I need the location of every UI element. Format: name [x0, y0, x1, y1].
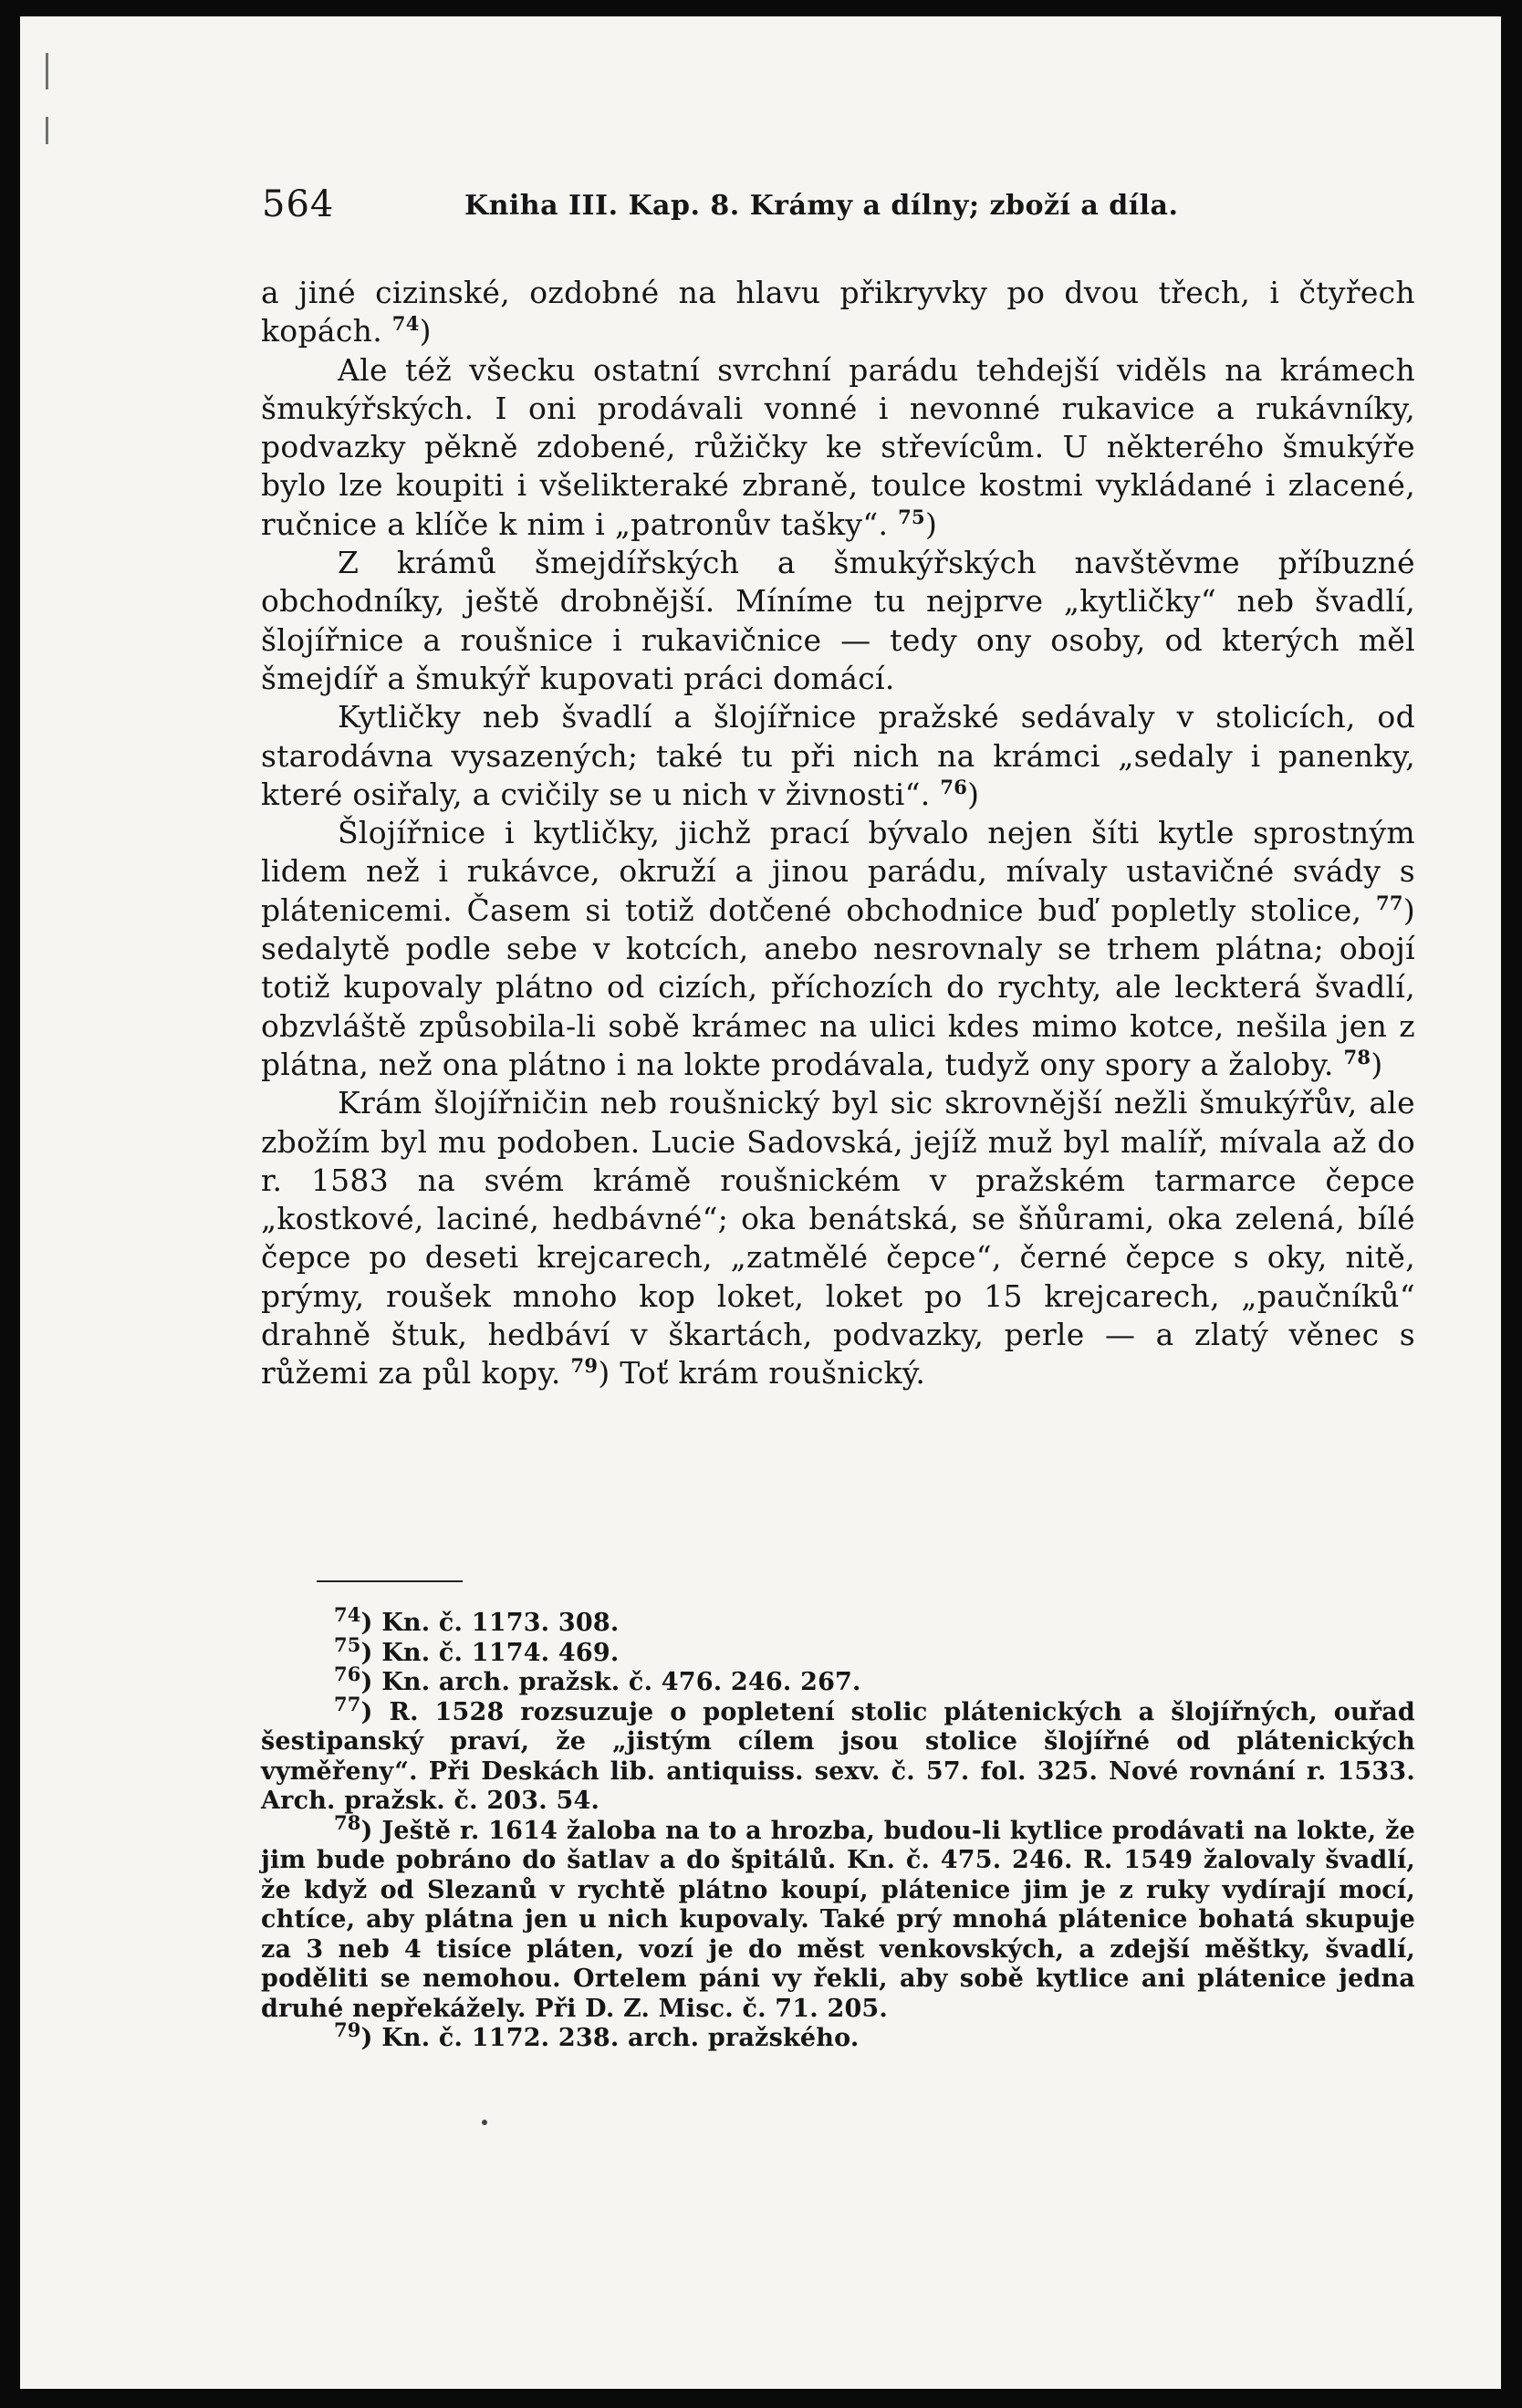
text-run: Krám šlojířničin neb roušnický byl sic skrovnější nežli šmukýřův, ale zbožím byl mu podoben. Lucie Sadovská, jejíž muž byl malíř, mívala až do r. 1583 na svém krámě roušnickém v pražském tarmarce čepce „kostkové, laciné, hedbávné“; oka benátská, se šňůrami, oka zelená, bílé čepce po deseti krejcarech, „zatmělé čepce“, černé čepce s oky, nitě, prýmy, roušek mnoho kop loket, loket po 15 krejcarech, „paučníků“ drahně štuk, hedbáví v škartách, podvazky, perle — a zlatý věnec s růžemi za půl kopy. — [261, 1085, 1415, 1392]
text-run: Z krámů šmejdířských a šmukýřských navštěvme příbuzné obchodníky, ještě drobnější. Míníme tu nejprve „kytličky“ neb švadlí, šlojířnice a roušnice i rukavičnice — tedy ony osoby, od kterých měl šmejdíř a šmukýř kupovati práci domácí. — [261, 545, 1415, 696]
footnote-ref: 77 — [334, 1692, 361, 1715]
footnote — [261, 1603, 1415, 1639]
footnote-ref: 76 — [940, 775, 968, 798]
text-run: ) — [419, 313, 432, 349]
paragraph — [261, 544, 1415, 698]
paragraph — [261, 274, 1415, 351]
footnote-separator — [317, 1580, 463, 1582]
footnote — [261, 2018, 1415, 2054]
footnote — [261, 1632, 1415, 1669]
footnotes — [261, 1603, 1415, 2054]
paragraph — [261, 814, 1415, 1084]
text-run: ) — [1371, 1046, 1383, 1082]
footnote-ref: 75 — [334, 1632, 361, 1656]
text-run: ) Kn. č. 1173. 308. — [360, 1609, 620, 1637]
footnote-ref: 77 — [1375, 891, 1403, 914]
text-run: Ale též všecku ostatní svrchní parádu tehdejší viděls na krámech šmukýřských. I oni prodávali vonné i nevonné rukavice a rukávníky, podvazky pěkně zdobené, růžičky ke střevícům. U některého šmukýře bylo lze koupiti i všelikteraké zbraně, toulce kostmi vykládané i zlacené, ručnice a klíče k nim i „patronův tašky“. — [261, 351, 1415, 542]
main-text — [261, 274, 1415, 1393]
text-run: ) — [924, 506, 938, 542]
footnote — [261, 1692, 1415, 1817]
footnote-ref: 79 — [334, 2018, 361, 2041]
text-run: ) Toť krám roušnický. — [598, 1355, 926, 1392]
text-run: a jiné cizinské, ozdobné na hlavu přikryvky po dvou třech, i čtyřech kopách. — [261, 275, 1415, 349]
footnote-ref: 79 — [570, 1354, 599, 1378]
text-run: Kytličky neb švadlí a šlojířnice pražské sedávaly v stolicích, od starodávna vysazených; také tu při nich na krámci „sedaly i panenky, které osiřaly, a cvičily se u nich v živnosti“. — [261, 699, 1415, 812]
page-number: 564 — [262, 183, 335, 225]
footnote — [261, 1663, 1415, 1698]
footnote-ref: 74 — [334, 1603, 361, 1626]
paragraph — [261, 698, 1415, 814]
text-run: ) sedalytě podle sebe v kotcích, anebo nesrovnaly se trhem plátna; obojí totiž kupovaly plátno od cizích, příchozích do rychty, ale leckterá švadlí, obzvláště způsobila-li sobě krámec na ulici kdes mimo kotce, nešila jen z plátna, než ona plátno i na lokte prodávala, tudyž ony spory a žaloby. — [261, 891, 1415, 1082]
text-run: ) — [967, 776, 980, 812]
paragraph — [261, 1084, 1415, 1392]
page-header — [262, 167, 1416, 231]
footnote-ref: 78 — [334, 1810, 361, 1834]
text-run: Šlojířnice i kytličky, jichž prací bývalo nejen šíti kytle sprostným lidem než i rukávce, okruží a jinou parádu, mívaly ustavičné svády s plátenicemi. Časem si totiž dotčené obchodnice buď popletly stolice, — [261, 815, 1415, 928]
text-run: ) Ještě r. 1614 žaloba na to a hrozba, budou-li kytlice prodávati na lokte, že jim bude pobráno do šatlav a do špitálů. Kn. č. 475. 246. R. 1549 žalovaly švadlí, že když od Slezanů v rychtě plátno koupí, plátenice jim je z ruky vydírají mocí, chtíce, aby plátna jen u nich kupovaly. Také prý mnohá plátenice bohatá skupuje za 3 neb 4 tisíce pláten, vozí je do měst venkovských, a zdejší měštky, švadlí, poděliti se nemohou. Ortelem páni vy řekli, aby sobě kytlice ani plátenice jedna druhé nepřekážely. Při D. Z. Misc. č. 71. 205. — [261, 1816, 1415, 2023]
footnote-ref: 78 — [1343, 1045, 1371, 1068]
scan-speck — [482, 2120, 487, 2125]
scan-edge-mark — [46, 53, 48, 89]
text-run: ) Kn. arch. pražsk. č. 476. 246. 267. — [360, 1668, 861, 1696]
footnote — [261, 1810, 1415, 2025]
book-page — [20, 16, 1501, 2389]
paragraph — [261, 351, 1415, 544]
footnote-ref: 74 — [391, 312, 420, 336]
text-run: ) Kn. č. 1174. 469. — [360, 1638, 620, 1667]
running-head: Kniha III. Kap. 8. Krámy a dílny; zboží a díla. — [464, 190, 1179, 222]
scan-edge-mark — [46, 117, 48, 144]
text-run: ) R. 1528 rozsuzuje o popletení stolic plátenických a šlojířných, ouřad šestipanský praví, že „jistým cílem jsou stolice šlojířné od plátenických vyměřeny“. Při Deskách lib. antiquiss. sexv. č. 57. fol. 325. Nové rovnání r. 1533. Arch. pražsk. č. 203. 54. — [261, 1697, 1415, 1815]
text-run: ) Kn. č. 1172. 238. arch. pražského. — [360, 2024, 860, 2052]
footnote-ref: 75 — [898, 505, 925, 528]
footnote-ref: 76 — [334, 1663, 361, 1685]
